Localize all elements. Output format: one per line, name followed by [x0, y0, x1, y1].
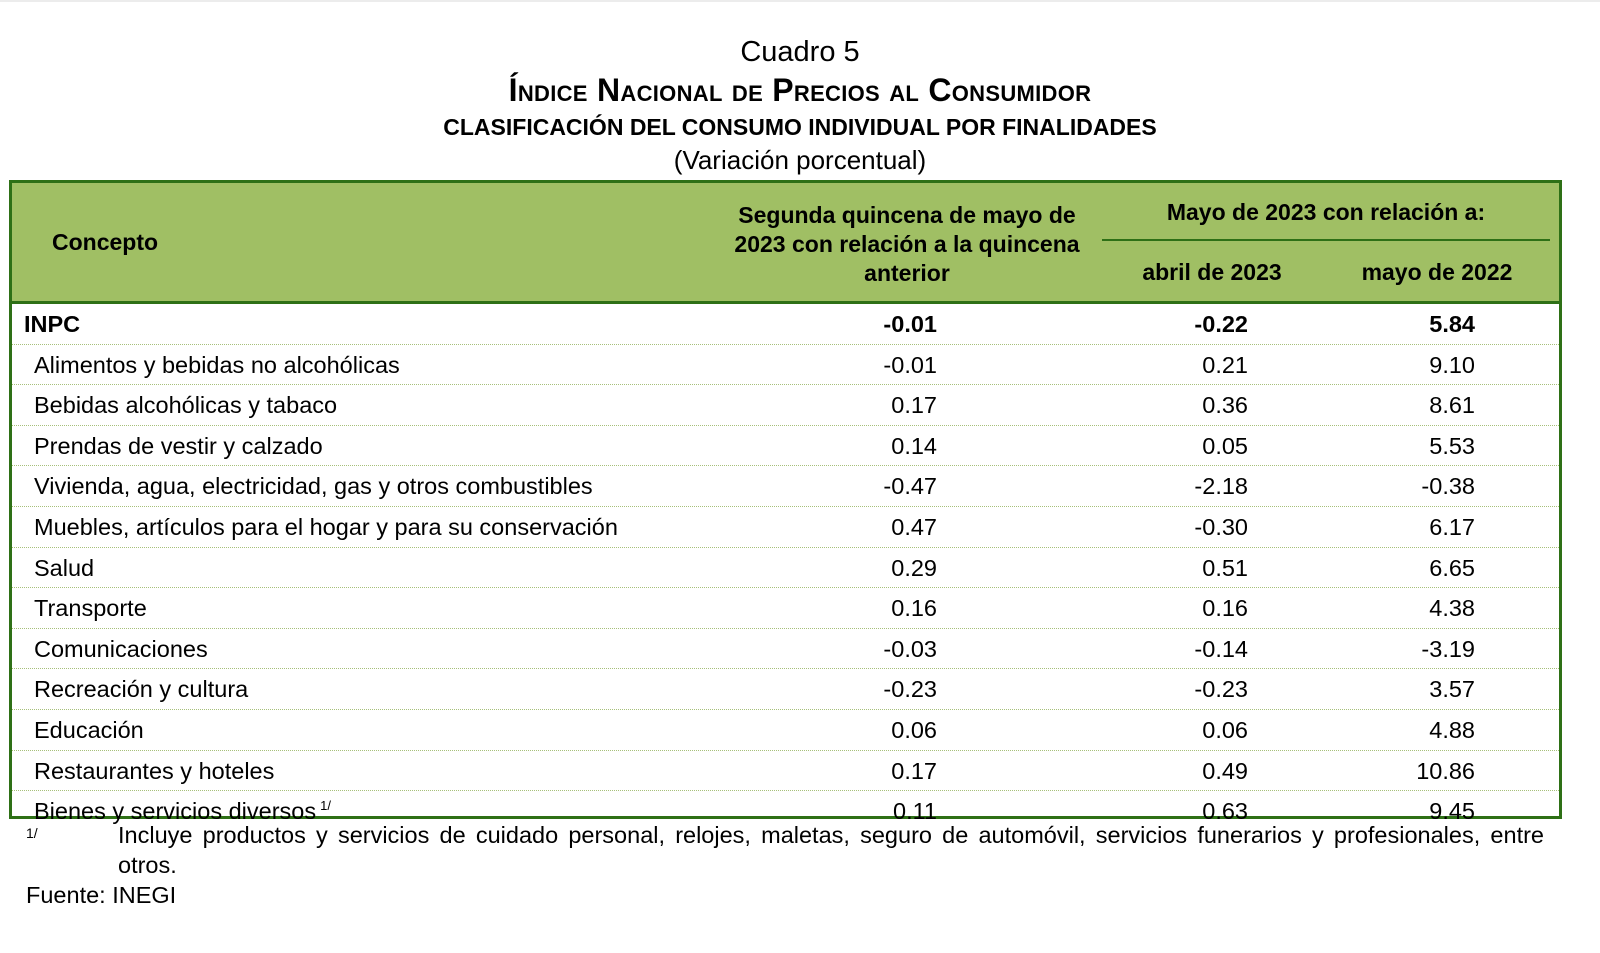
row-concepto — [34, 473, 593, 500]
row-value-abril-2023-text: 0.51 — [1202, 554, 1248, 581]
table-row — [12, 548, 1559, 589]
row-value-quincena — [891, 758, 937, 785]
row-value-abril-2023-text: -0.30 — [1194, 513, 1248, 540]
table-row — [12, 345, 1559, 386]
table-row — [12, 466, 1559, 507]
row-value-mayo-2022-text: 6.65 — [1429, 554, 1475, 581]
row-value-mayo-2022 — [1416, 758, 1475, 785]
row-value-abril-2023 — [1202, 717, 1248, 744]
table-row — [12, 669, 1559, 710]
row-value-mayo-2022 — [1421, 473, 1475, 500]
row-value-quincena-text: -0.23 — [883, 676, 937, 703]
row-concepto-text: Transporte — [34, 595, 147, 622]
row-value-quincena-text: -0.01 — [883, 311, 937, 337]
table-titles — [0, 34, 1600, 176]
row-concepto — [34, 758, 274, 785]
row-value-quincena-text: -0.01 — [883, 351, 937, 378]
row-value-quincena-text: 0.16 — [891, 595, 937, 622]
row-value-quincena-text: -0.47 — [883, 473, 937, 500]
row-value-mayo-2022-text: 10.86 — [1416, 757, 1475, 784]
row-value-abril-2023-text: 0.05 — [1202, 432, 1248, 459]
row-concepto — [34, 636, 208, 663]
row-value-quincena-text: 0.11 — [893, 798, 937, 825]
row-value-abril-2023 — [1202, 433, 1248, 460]
row-concepto-text: Prendas de vestir y calzado — [34, 432, 323, 459]
cuadro-label: Cuadro 5 — [740, 36, 860, 68]
row-concepto — [34, 352, 400, 379]
row-concepto — [24, 311, 80, 338]
row-concepto-text: Bebidas alcohólicas y tabaco — [34, 392, 338, 419]
row-value-abril-2023 — [1194, 514, 1248, 541]
row-value-abril-2023 — [1194, 311, 1248, 338]
column-header-segunda-quincena: Segunda quincena de mayo de 2023 con relación a la quincena anterior — [734, 202, 1080, 286]
row-concepto-text: Salud — [34, 554, 95, 581]
table-row — [12, 751, 1559, 792]
row-value-abril-2023-text: -0.14 — [1194, 635, 1248, 662]
row-value-quincena — [891, 392, 937, 419]
row-value-mayo-2022 — [1429, 433, 1475, 460]
inpc-table — [9, 180, 1562, 825]
row-value-abril-2023 — [1202, 595, 1248, 622]
row-value-quincena — [883, 473, 937, 500]
row-value-mayo-2022 — [1429, 555, 1475, 582]
row-value-abril-2023-text: 0.36 — [1202, 392, 1248, 419]
row-value-mayo-2022-text: 9.10 — [1429, 351, 1475, 378]
row-value-abril-2023 — [1194, 636, 1248, 663]
footnote-reference: 1/ — [320, 798, 331, 814]
row-value-quincena — [891, 514, 937, 541]
row-value-mayo-2022 — [1429, 514, 1475, 541]
table-row — [12, 507, 1559, 548]
top-edge — [0, 0, 1600, 2]
row-value-abril-2023 — [1194, 676, 1248, 703]
column-header-abril-2023: abril de 2023 — [1142, 259, 1282, 285]
row-concepto-text: Educación — [34, 716, 144, 743]
row-concepto — [34, 717, 144, 744]
row-value-mayo-2022 — [1421, 636, 1475, 663]
row-value-mayo-2022 — [1429, 717, 1475, 744]
row-value-abril-2023 — [1202, 392, 1248, 419]
row-concepto — [34, 555, 94, 582]
row-value-mayo-2022-text: 4.38 — [1429, 595, 1475, 622]
row-value-abril-2023-text: -0.23 — [1194, 676, 1248, 703]
row-value-mayo-2022-text: -3.19 — [1421, 635, 1475, 662]
row-value-mayo-2022 — [1429, 311, 1475, 338]
row-value-abril-2023-text: 0.16 — [1202, 595, 1248, 622]
row-value-abril-2023 — [1202, 352, 1248, 379]
row-concepto — [34, 595, 147, 622]
table-row-total — [12, 304, 1559, 345]
row-value-mayo-2022-text: 9.45 — [1429, 798, 1475, 825]
unit-label: (Variación porcentual) — [673, 145, 927, 175]
table-row — [12, 710, 1559, 751]
row-value-mayo-2022-text: 5.53 — [1429, 432, 1475, 459]
row-concepto-text: Alimentos y bebidas no alcohólicas — [34, 351, 400, 378]
row-concepto — [34, 514, 618, 541]
row-value-quincena — [883, 676, 937, 703]
row-concepto-text: Muebles, artículos para el hogar y para su conservación — [34, 513, 618, 540]
table-row — [12, 588, 1559, 629]
footnote-text: Incluye productos y servicios de cuidado personal, relojes, maletas, seguro de automóvil, servicios funerarios y profesionales, entre otros. — [118, 822, 1544, 878]
row-value-quincena-text: 0.06 — [891, 716, 937, 743]
table-row — [12, 629, 1559, 670]
row-value-quincena — [891, 595, 937, 622]
row-concepto — [34, 433, 323, 460]
row-value-quincena — [883, 311, 937, 338]
row-value-quincena-text: 0.14 — [891, 432, 937, 459]
column-header-mayo-2022: mayo de 2022 — [1361, 259, 1513, 285]
row-value-mayo-2022-text: 4.88 — [1429, 716, 1475, 743]
source-label: Fuente: INEGI — [26, 882, 177, 908]
row-value-abril-2023-text: -0.22 — [1194, 311, 1248, 337]
row-concepto-text: Comunicaciones — [34, 635, 208, 662]
row-value-abril-2023 — [1202, 758, 1248, 785]
row-value-abril-2023-text: 0.21 — [1202, 351, 1248, 378]
row-value-mayo-2022 — [1429, 392, 1475, 419]
row-concepto-text: Bienes y servicios diversos — [34, 798, 317, 825]
row-value-quincena-text: 0.17 — [891, 392, 937, 419]
footnote-mark: 1/ — [26, 825, 38, 841]
page-subtitle: CLASIFICACIÓN DEL CONSUMO INDIVIDUAL POR FINALIDADES — [443, 114, 1157, 140]
row-value-quincena-text: 0.47 — [891, 513, 937, 540]
row-value-quincena-text: 0.17 — [891, 757, 937, 784]
table-body — [12, 304, 1559, 831]
column-header-concepto: Concepto — [52, 229, 159, 255]
row-value-mayo-2022 — [1429, 676, 1475, 703]
row-value-abril-2023-text: 0.63 — [1202, 798, 1248, 825]
row-value-quincena — [891, 433, 937, 460]
row-value-mayo-2022-text: 3.57 — [1429, 676, 1475, 703]
row-value-abril-2023 — [1194, 473, 1248, 500]
row-value-mayo-2022-text: -0.38 — [1421, 473, 1475, 500]
row-value-quincena — [883, 352, 937, 379]
row-concepto-text: Vivienda, agua, electricidad, gas y otros combustibles — [34, 473, 593, 500]
page-title: Índice Nacional de Precios al Consumidor — [508, 72, 1092, 108]
row-value-mayo-2022-text: 6.17 — [1429, 513, 1475, 540]
row-concepto-text: INPC — [24, 311, 81, 337]
row-value-quincena-text: -0.03 — [883, 635, 937, 662]
row-concepto-text: Restaurantes y hoteles — [34, 757, 275, 784]
row-value-quincena — [883, 636, 937, 663]
row-value-mayo-2022 — [1429, 595, 1475, 622]
row-concepto — [34, 392, 337, 419]
row-value-abril-2023-text: 0.49 — [1202, 757, 1248, 784]
row-value-abril-2023-text: -2.18 — [1194, 473, 1248, 500]
group-header-rule — [1102, 239, 1550, 241]
table-header — [12, 183, 1559, 304]
row-concepto — [34, 676, 248, 703]
row-value-abril-2023 — [1202, 555, 1248, 582]
row-value-mayo-2022-text: 8.61 — [1429, 392, 1475, 419]
row-concepto-text: Recreación y cultura — [34, 676, 249, 703]
row-value-quincena-text: 0.29 — [891, 554, 937, 581]
table-row — [12, 426, 1559, 467]
table-row — [12, 385, 1559, 426]
row-value-mayo-2022-text: 5.84 — [1429, 311, 1475, 337]
column-group-header: Mayo de 2023 con relación a: — [1166, 199, 1486, 225]
row-value-abril-2023-text: 0.06 — [1202, 716, 1248, 743]
row-value-mayo-2022 — [1429, 352, 1475, 379]
row-value-quincena — [891, 555, 937, 582]
row-value-quincena — [891, 717, 937, 744]
